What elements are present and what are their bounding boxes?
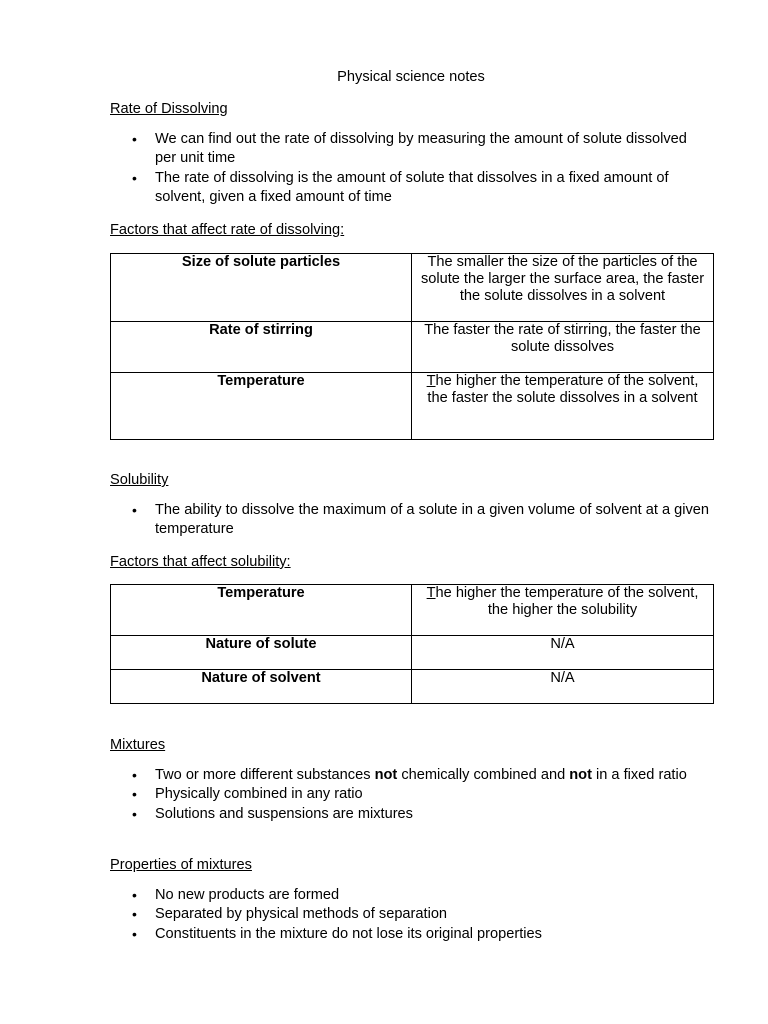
list-item <box>110 766 710 785</box>
effect-cell: The smaller the size of the particles of the solute the larger the surface area, the faster the solute dissolves in a solvent <box>412 254 714 322</box>
effect-first-letter: T <box>426 373 436 389</box>
table-row <box>111 585 714 636</box>
bold-text: not <box>569 767 592 783</box>
bullet-icon: • <box>132 887 137 903</box>
table-row <box>111 670 714 704</box>
bullet-icon: • <box>132 906 137 923</box>
list-item-text: The rate of dissolving is the amount of solute that dissolves in a fixed amount of solvent, given a fixed amount of time <box>155 169 669 205</box>
text-run: chemically combined and <box>397 767 570 783</box>
list-item <box>110 905 710 924</box>
solubility-list <box>110 501 710 540</box>
effect-cell <box>412 585 714 636</box>
list-item-text: No new products are formed <box>155 887 340 903</box>
factor-cell: Size of solute particles <box>111 254 412 322</box>
list-item <box>110 886 710 905</box>
factor-cell: Temperature <box>111 373 412 440</box>
list-item-text: Solutions and suspensions are mixtures <box>155 805 413 822</box>
bullet-icon: • <box>132 502 137 518</box>
list-item-text: Separated by physical methods of separation <box>155 906 448 923</box>
list-item <box>110 169 710 208</box>
factor-cell: Temperature <box>111 585 412 636</box>
effect-first-letter: T <box>426 585 436 601</box>
list-item-text: Physically combined in any ratio <box>155 786 363 803</box>
table-row <box>111 373 714 440</box>
bullet-icon: • <box>132 169 137 186</box>
effect-text: he higher the temperature of the solvent, the faster the solute dissolves in a solvent <box>427 373 699 406</box>
table-row <box>111 636 714 670</box>
bullet-icon: • <box>132 925 137 942</box>
list-item-text: The ability to dissolve the maximum of a solute in a given volume of solvent at a given temperature <box>155 502 710 538</box>
text-run: Two or more different substances <box>155 767 375 783</box>
effect-cell: N/A <box>412 636 714 670</box>
table-row <box>111 254 714 322</box>
list-item-text: Constituents in the mixture do not lose its original properties <box>155 925 542 942</box>
text-run: in a fixed ratio <box>591 767 687 783</box>
factors-solubility-table <box>110 584 714 704</box>
factors-rate-table <box>110 253 714 440</box>
effect-text: he higher the temperature of the solvent, the higher the solubility <box>435 585 699 618</box>
bullet-icon: • <box>132 131 137 147</box>
effect-cell: N/A <box>412 670 714 704</box>
list-item <box>110 925 710 944</box>
page-title: Physical science notes <box>337 69 485 85</box>
rate-of-dissolving-list <box>110 130 710 207</box>
list-item <box>110 501 710 540</box>
list-item-text <box>155 767 687 783</box>
list-item <box>110 785 710 804</box>
factor-cell: Nature of solute <box>111 636 412 670</box>
mixtures-list <box>110 766 710 824</box>
heading-mixtures: Mixtures <box>110 737 166 753</box>
bullet-icon: • <box>132 786 137 803</box>
list-item <box>110 130 710 169</box>
heading-factors-solubility: Factors that affect solubility: <box>110 554 291 570</box>
heading-factors-rate: Factors that affect rate of dissolving: <box>110 222 345 238</box>
effect-cell <box>412 373 714 440</box>
heading-properties-of-mixtures: Properties of mixtures <box>110 857 252 873</box>
list-item-text: We can find out the rate of dissolving by measuring the amount of solute dissolved per unit time <box>155 131 687 167</box>
list-item <box>110 805 710 824</box>
effect-cell: The faster the rate of stirring, the faster the solute dissolves <box>412 322 714 373</box>
heading-solubility: Solubility <box>110 472 169 488</box>
table-row <box>111 322 714 373</box>
factor-cell: Rate of stirring <box>111 322 412 373</box>
properties-list <box>110 886 710 944</box>
heading-rate-of-dissolving: Rate of Dissolving <box>110 101 228 117</box>
factor-cell: Nature of solvent <box>111 670 412 704</box>
bold-text: not <box>374 767 398 783</box>
bullet-icon: • <box>132 805 137 822</box>
bullet-icon: • <box>132 767 137 783</box>
